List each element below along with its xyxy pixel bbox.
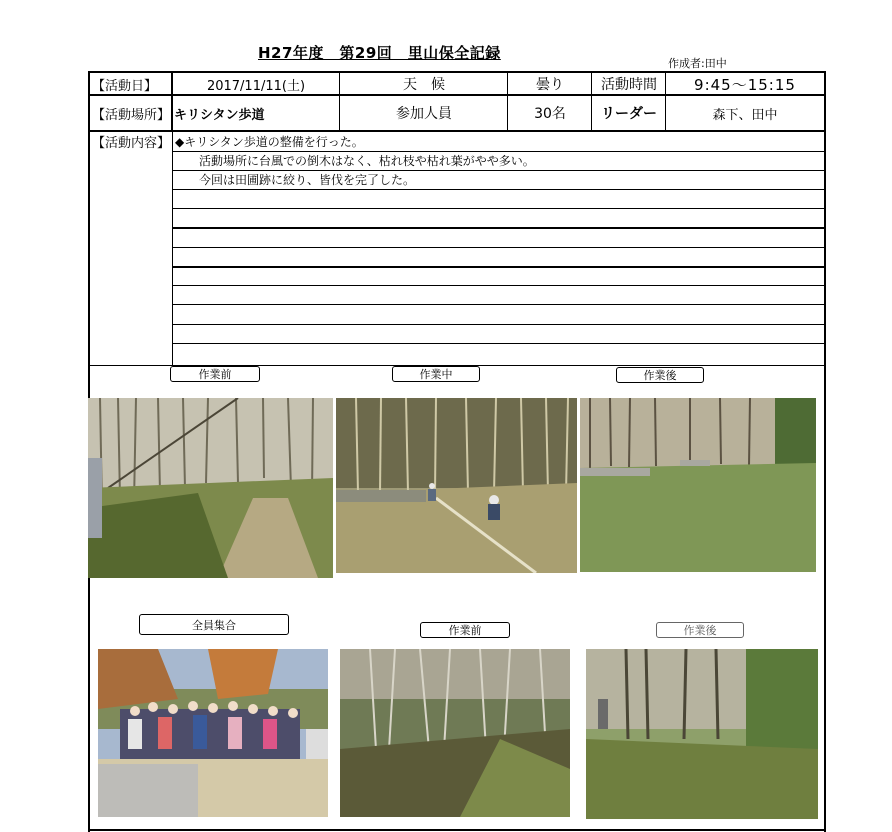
activity-date-value: 2017/11/11(土) [206,78,306,94]
caption-after-1: 作業後 [616,367,704,383]
weather-label: 天 候 [403,77,445,93]
caption-group-photo: 全員集合 [139,614,289,635]
content-line [175,247,815,266]
content-line [175,304,815,323]
content-line [175,208,815,227]
author-label: 作成者:田中 [668,57,727,70]
participants-value: 30名 [534,106,566,122]
participants-label: 参加人員 [396,106,452,122]
caption-before-1: 作業前 [170,366,260,382]
weather-value: 曇り [536,77,564,93]
activity-time-value: 9:45〜15:15 [694,75,796,94]
photo-after-cleared-field [580,398,816,572]
caption-during: 作業中 [392,366,480,382]
sheet-bottom-rule [88,829,826,831]
content-line [175,285,815,304]
document-title: H27年度 第29回 里山保全記録 [258,44,501,62]
photo-during-work [336,398,577,573]
content-line [175,343,815,362]
activity-place-label: 【活動場所】 [92,107,171,123]
activity-content-label: 【活動内容】 [92,136,171,151]
caption-before-2: 作業前 [420,622,510,638]
photo-before-bamboo-path [88,398,333,578]
leader-value: 森下、田中 [712,107,778,123]
content-line: 活動場所に台風での倒木はなく、枯れ枝や枯れ葉がやや多い。 [175,154,535,168]
photo-before-slope [340,649,570,817]
activity-time-label: 活動時間 [601,77,657,93]
photo-group-members [98,649,328,817]
content-line [175,266,815,285]
activity-date-label: 【活動日】 [92,78,158,94]
content-line: 今回は田圃跡に絞り、皆伐を完了した。 [175,173,416,187]
caption-after-2: 作業後 [656,622,744,638]
activity-content-lines [173,132,824,365]
content-line [175,227,815,246]
photo-after-slope [586,649,818,819]
content-line [175,324,815,343]
leader-label: リーダー [601,106,657,122]
activity-place-value: キリシタン歩道 [174,107,265,123]
content-line: ◆キリシタン歩道の整備を行った。 [175,135,364,149]
content-line [175,189,815,208]
